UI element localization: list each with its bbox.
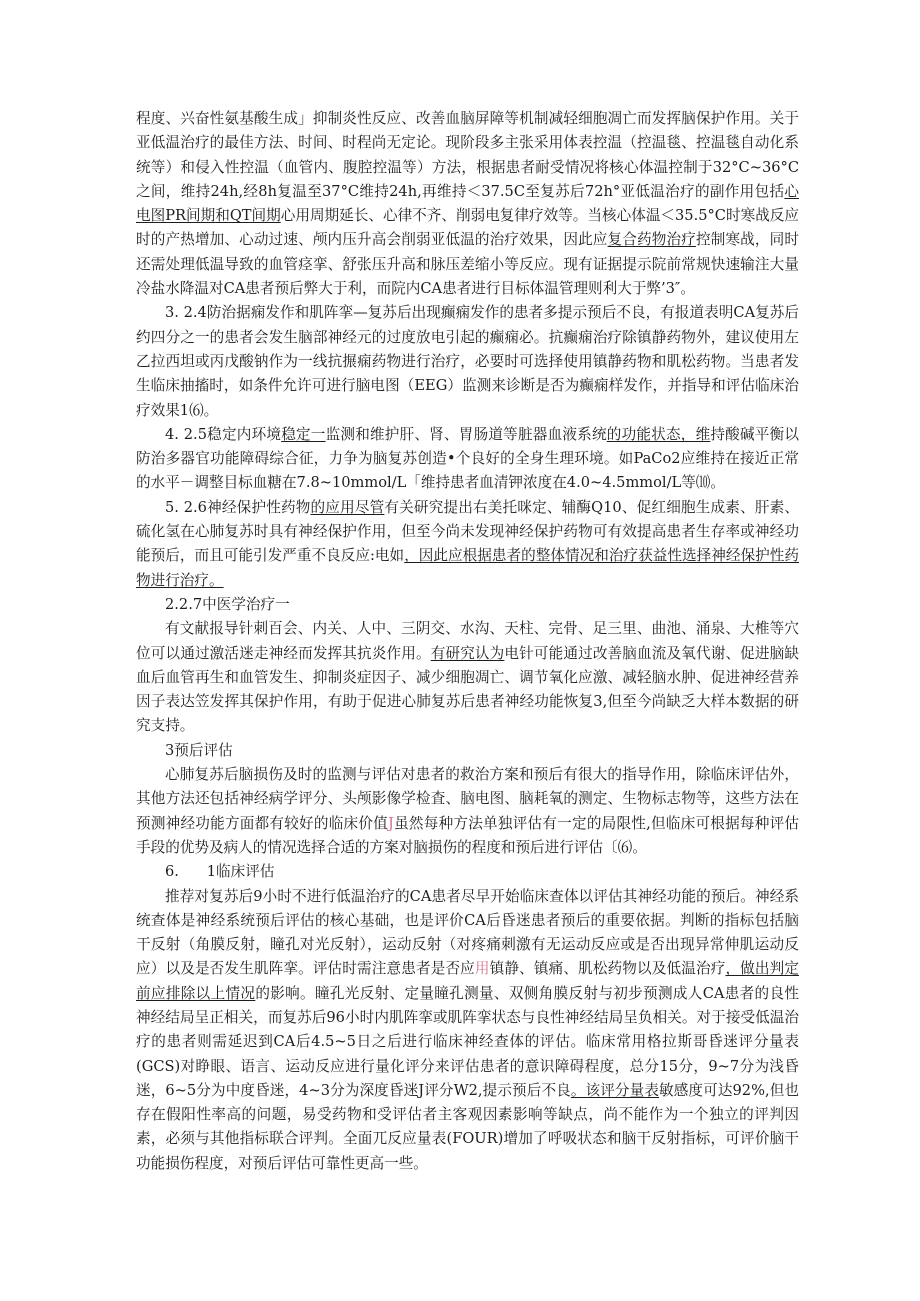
underlined-stabilize: 稳定一 bbox=[281, 425, 326, 443]
paragraph-prognosis: 心肺复苏后脑损伤及时的监测与评估对患者的救治方案和预后有很大的指导作用，除临床评估外，其他方法还包括神经病学评分、头颅影像学检査、脑电图、脑耗氧的测定、生物标志物等，这些方法在预测神经功能方面都有较好的临床价值J虽然每种方法单独评估有一定的局限性,但临床可根据每种评估手段的优势及病人的情况选择合适的方案对脑损伤的程度和预后进行评估〔⑹。 bbox=[136, 766, 799, 856]
paragraph-tcm: 有文献报导针刺百会、内关、人中、三阴交、水沟、天柱、完骨、足三里、曲池、涌泉、大椎等穴位可以通过激活迷走神经而发挥其抗炎作用。有研究认为电针可能通过改善脑血流及氧代谢、促进脑缺血后血管再生和血管发生、抑制炎症因子、减少细胞凋亡、调节氧化应激、减轻脑水肿、促进神经营养因子表达笠发挥其保护作用，有助于促进心肺复苏后患者神经功能恢复3,但至今尚缺乏大样本数据的研究支持。 bbox=[136, 620, 799, 735]
paragraph-clinical-evaluation: 推荐对复苏后9小时不进行低温治疗的CA患者尽早开始临床查体以评估其神经功能的预后。神经系统查体是神经系统预后评估的核心基础，也是评价CA后昏迷患者预后的重要依据。判断的指标包括脑干反射（角膜反射，瞳孔对光反射），运动反射（对疼痛刺激有无运动反应或是否出现异常伸肌运动反应）以及是否发生肌阵挛。评估时需注意患者是否应用镇静、镇痛、肌松药物以及低温治疗，做出判定前应排除以上情况的影响。瞳孔光反射、定量瞳孔测量、双侧角膜反射与初步预测成人CA患者的良性神经结局呈正相关，而复苏后96小时内肌阵挛或肌阵挛状态与良性神经结局呈负相关。对于接受低温治疗的患者则需延迟到CA后4.5~5日之后进行临床神经查体的评估。临床常用格拉斯哥昏迷评分量表(GCS)对睁眼、语言、运动反应进行量化评分来评估患者的意识障碍程度，总分15分，9~7分为浅昏迷，6~5分为中度昏迷，4~3分为深度昏迷J评分W2,提示预后不良。该评分量表敏感度可达92%,但也存在假阳性率高的问题，易受药物和受评估者主客观因素影响等缺点，尚不能作为一个独立的评判因素，必须与其他指标联合评判。全面兀反应量表(FOUR)增加了呼吸状态和脑干反射指标，可评价脑干功能损伤程度，对预后评估可靠性更高一些。 bbox=[136, 887, 799, 1172]
underlined-conclusion: ，因此应根据患者的整体情况和治疗获益性选择神经保护性药物进行治疗。 bbox=[136, 547, 799, 589]
heading-prognosis: 3预后评估 bbox=[165, 741, 233, 759]
underlined-scale: 。该评分量表 bbox=[570, 1081, 660, 1099]
underlined-ecg-term: 心电图PR间期和QT间期 bbox=[136, 182, 799, 225]
pink-mark: J bbox=[388, 814, 394, 832]
paragraph-seizure: 3. 2.4防治据痫发作和肌阵挛—复苏后出现癫痫发作的患者多提示预后不良，有报道表明CA复苏后约四分之一的患者会发生脑部神经元的过度放电引起的癫痫必。抗癫痫治疗除镇静药物外，建议使用左乙拉西坦或丙戊酸钠作为一线抗搌痫药物进行治疗，必要时可选择使用镇静药物和肌松药物。当患者发生临床抽搐时，如条件允许可进行脑电图（EEG）监测来诊断是否为癫痫样发作，并指导和评估临床治疗效果1⑹。 bbox=[136, 304, 799, 419]
underlined-application: 的应用尽管 bbox=[310, 498, 385, 516]
paragraph-neuroprotective: 5. 2.6神经保护性药物的应用尽管有关研究提出右美托咪定、辅酶Q10、促红细胞生成素、肝素、硫化氢在心肺复苏时具有神经保护作用，但至今尚未发现神经保护药物可有效提高患者生存率或神经功能预后，而且可能引发严重不良反应:电如，因此应根据患者的整体情况和治疗获益性选择神经保护性药物进行治疗。 bbox=[136, 498, 799, 589]
underlined-exclude: ，做出判定前应排除以上情况 bbox=[136, 960, 799, 1002]
heading-tcm: 2.2.7中医学治疗一 bbox=[165, 595, 290, 613]
pink-char: 用 bbox=[474, 960, 490, 978]
document-page bbox=[136, 107, 799, 1176]
underlined-function-state: 的功能状态，维 bbox=[606, 425, 711, 443]
underlined-research: 有研究认为 bbox=[430, 644, 505, 662]
paragraph-hypothermia: 程度、兴奋性氨基酸生成」抑制炎性反应、改善血脑屏障等机制减轻细胞凋亡而发挥脑保护作用。关于亚低温治疗的最佳方法、时间、时程尚无定论。现阶段多主张采用体表控温（控温毯、控温毯自动化系统等）和侵入性控温（血管内、腹腔控温等）方法，根据患者耐受情况将核心体温控制于32°C~36°C之间，维持24h,经8h复温至37°C维持24h,再维持＜37.5C至复苏后72h°亚低温治疗的副作用包括心电图PR间期和QT间期心用周期延长、心律不齐、削弱电复律疗效等。当核心体温＜35.5°C时寒战反应时的产热增加、心动过速、颅内压升高会削弱亚低温的治疗效果，因此应复合药物治疗控制寒战，同时还需处理低温导致的血管痉挛、舒张压升高和脉压差缩小等反应。现有证据提示院前常规快速输注大量冷盐水降温对CA患者预后弊大于利，而院内CA患者进行目标体温管理则利大于弊’3″。 bbox=[136, 110, 799, 298]
paragraph-internal-environment: 4. 2.5稳定内环境稳定一监测和维护肝、肾、胃肠道等脏器血液系统的功能状态，维持酸碱平衡以防治多器官功能障碍综合征，力争为脑复苏创造•个良好的全身生理环境。如PaCo2应维持在接近正常的水平－调整目标血糖在7.8~10mmol∕L「维持患者血清钾浓度在4.0~4.5mmol∕L等⑽。 bbox=[136, 425, 799, 492]
heading-clinical-evaluation: 6. 1临床评估 bbox=[165, 863, 275, 881]
underlined-drug-therapy: 复合药物治疗 bbox=[607, 231, 696, 249]
